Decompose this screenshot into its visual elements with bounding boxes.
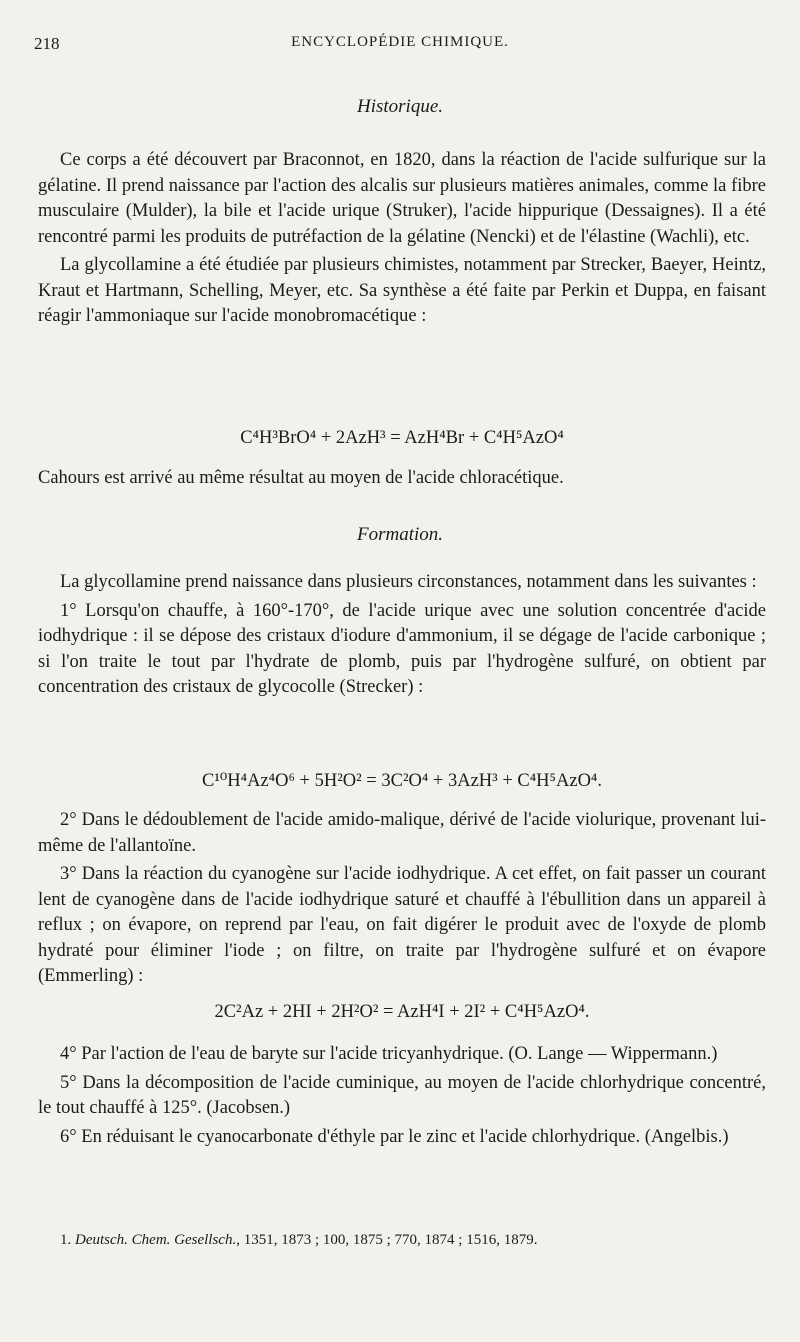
footnote bbox=[60, 1232, 766, 1249]
footnote-refs: , 1351, 1873 ; 100, 1875 ; 770, 1874 ; 1516, 1879. bbox=[236, 1232, 538, 1248]
paragraph: 2° Dans le dédoublement de l'acide amido-malique, dérivé de l'acide violurique, provenant lui-même de l'allantoïne. bbox=[38, 810, 766, 856]
historique-tail bbox=[38, 466, 766, 492]
page-header bbox=[34, 34, 766, 60]
paragraph: 5° Dans la décomposition de l'acide cuminique, au moyen de l'acide chlorhydrique concentré, le tout chauffé à 125°. (Jacobsen.) bbox=[38, 1072, 766, 1118]
section-title-historique: Historique. bbox=[356, 96, 444, 117]
running-title: ENCYCLOPÉDIE CHIMIQUE. bbox=[291, 34, 509, 50]
formula-uric-acid: C¹⁰H⁴Az⁴O⁶ + 5H²O² = 3C²O⁴ + 3AzH³ + C⁴H⁵AzO⁴. bbox=[201, 771, 603, 791]
formation-body-2 bbox=[38, 808, 766, 990]
paragraph: La glycollamine prend naissance dans plusieurs circonstances, notamment dans les suivantes : bbox=[60, 572, 757, 592]
historique-body bbox=[38, 148, 766, 330]
paragraph: 1° Lorsqu'on chauffe, à 160°-170°, de l'acide urique avec une solution concentrée d'acide iodhydrique : il se dépose des cristaux d'iodure d'ammonium, il se dégage de l'acide carbonique ; si l'on traite le tout par l'hydrate de plomb, puis par l'hydrogène sulfuré, on obtient par concentration des cristaux de glycocolle (Strecker) : bbox=[38, 600, 766, 697]
section-title-formation: Formation. bbox=[356, 524, 444, 545]
formation-body-3 bbox=[38, 1042, 766, 1150]
paragraph: 4° Par l'action de l'eau de baryte sur l'acide tricyanhydrique. (O. Lange — Wippermann.) bbox=[60, 1044, 718, 1064]
footnote-marker: 1. bbox=[60, 1232, 72, 1248]
paragraph: La glycollamine a été étudiée par plusieurs chimistes, notamment par Strecker, Baeyer, Heintz, Kraut et Hartmann, Schelling, Meyer, etc. Sa synthèse a été faite par Perkin et Duppa, en faisant réagir l'ammoniaque sur l'acide monobromacétique : bbox=[38, 255, 766, 326]
formation-body bbox=[38, 570, 766, 701]
paragraph: Ce corps a été découvert par Braconnot, en 1820, dans la réaction de l'acide sulfurique sur la gélatine. Il prend naissance par l'action des alcalis sur plusieurs matières animales, comme la fibre musculaire (Mulder), la bile et l'acide urique (Struker), l'acide hippurique (Dessaignes). Il a été rencontré parmi les produits de putréfaction de la gélatine (Nencki) et de l'élastine (Wachli), etc. bbox=[38, 150, 766, 247]
paragraph: 6° En réduisant le cyanocarbonate d'éthyle par le zinc et l'acide chlorhydrique. (Angelbis.) bbox=[60, 1126, 729, 1147]
paragraph: 3° Dans la réaction du cyanogène sur l'acide iodhydrique. A cet effet, on fait passer un courant lent de cyanogène dans de l'acide iodhydrique saturé et chauffé à l'ébullition dans un appareil à reflux ; on évapore, on reprend par l'eau, on fait digérer le produit avec de l'oxyde de plomb hydraté pour éliminer l'iode ; on filtre, on traite par l'hydrogène sulfuré et on évapore (Emmerling) : bbox=[38, 864, 766, 986]
page-number: 218 bbox=[34, 34, 60, 53]
formula-cyanogen: 2C²Az + 2HI + 2H²O² = AzH⁴I + 2I² + C⁴H⁵AzO⁴. bbox=[214, 1002, 590, 1022]
paragraph: Cahours est arrivé au même résultat au moyen de l'acide chloracétique. bbox=[38, 468, 564, 488]
formula-synthesis: C⁴H³BrO⁴ + 2AzH³ = AzH⁴Br + C⁴H⁵AzO⁴ bbox=[240, 428, 564, 448]
footnote-journal: Deutsch. Chem. Gesellsch. bbox=[75, 1232, 237, 1248]
